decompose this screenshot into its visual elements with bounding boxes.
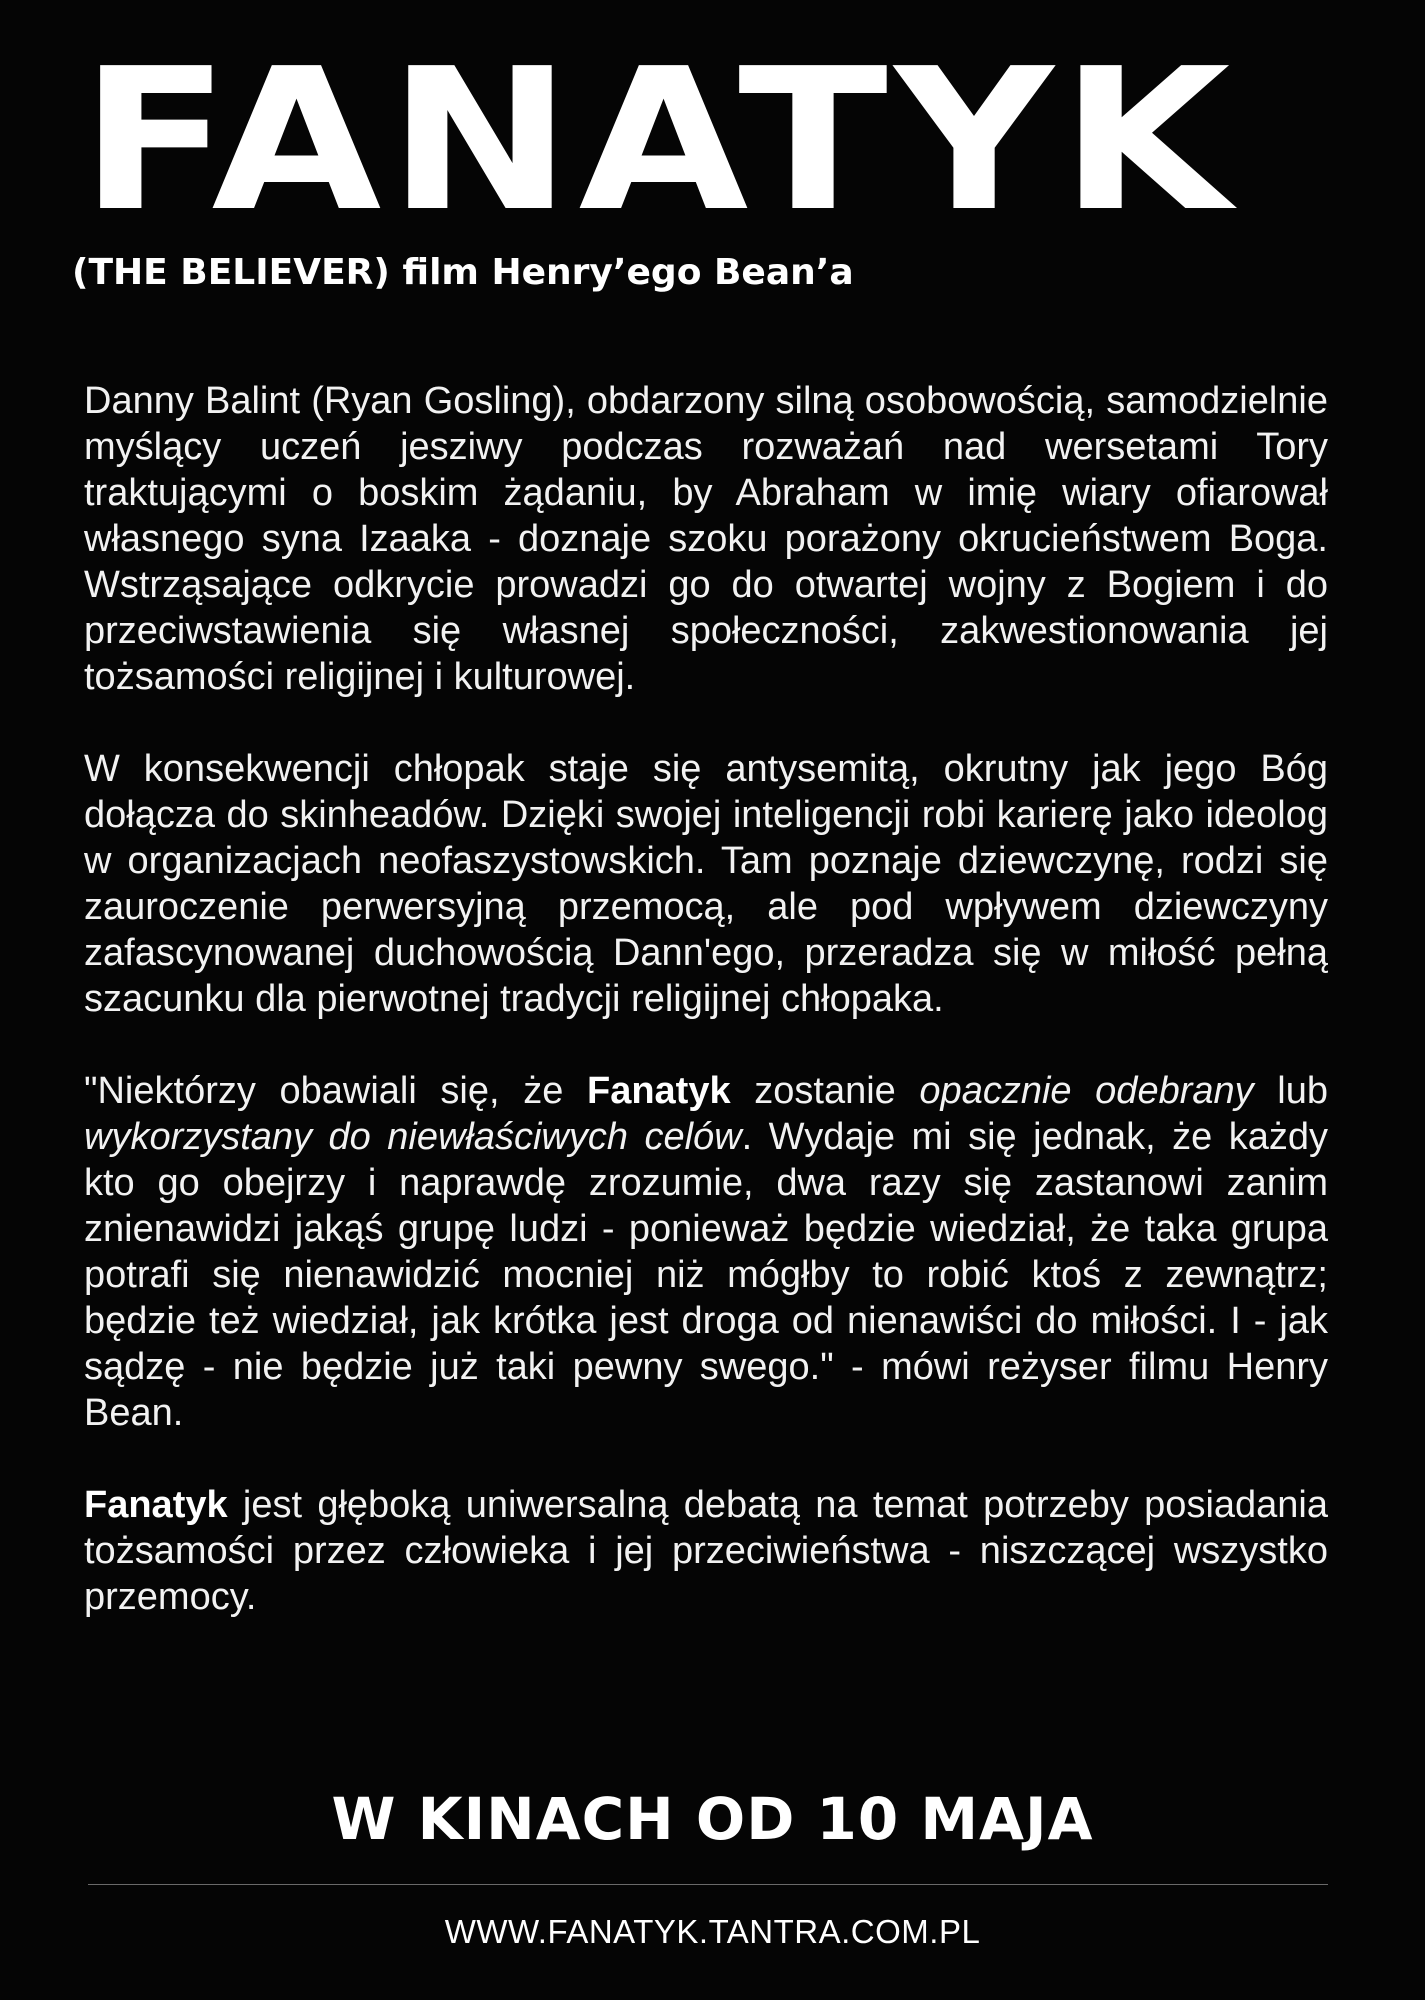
quote-text-2: zostanie — [730, 1070, 920, 1112]
film-title: FANATYK — [80, 27, 1238, 255]
quote-text-3: lub — [1253, 1070, 1328, 1112]
closing-paragraph — [84, 1482, 1328, 1620]
closing-film-name: Fanatyk — [84, 1484, 228, 1526]
quote-film-name: Fanatyk — [586, 1070, 731, 1112]
quote-text-1: "Niektórzy obawiali się, że — [84, 1070, 587, 1112]
quote-italic-1: opacznie odebrany — [919, 1070, 1254, 1112]
website-url: WWW.FANATYK.TANTRA.COM.PL — [444, 1913, 981, 1950]
synopsis — [84, 378, 1328, 1666]
release-date: W KINACH OD 10 MAJA — [331, 1785, 1094, 1853]
quote-italic-2: wykorzystany do niewłaściwych celów — [84, 1116, 742, 1158]
footer-divider — [88, 1884, 1328, 1885]
quote-text-4: . Wydaje mi się jednak, że każdy kto go obejrzy i naprawdę zrozumie, dwa razy się zastanowi zanim znienawidzi jakąś grupę ludzi - ponieważ będzie wiedział, że taka grupa potrafi się nienawidzić mocniej niż mógłby to robić ktoś z zewnątrz; będzie też wiedział, jak krótka jest droga od nienawiści do miłości. I - jak sądzę - nie będzie już taki pewny swego." - mówi reżyser filmu Henry Bean. — [84, 1116, 1328, 1434]
synopsis-paragraph-2: W konsekwencji chłopak staje się antysemitą, okrutny jak jego Bóg dołącza do skinheadów. Dzięki swojej inteligencji robi karierę jako ideolog w organizacjach neofaszystowskich. Tam poznaje dziewczynę, rodzi się zauroczenie perwersyjną przemocą, ale pod wpływem dziewczyny zafascynowanej duchowością Dann'ego, przeradza się w miłość pełną szacunku dla pierwotnej tradycji religijnej chłopaka. — [84, 748, 1328, 1020]
closing-text: jest głęboką uniwersalną debatą na temat potrzeby posiadania tożsamości przez człowieka i jej przeciwieństwa - niszczącej wszystko przemocy. — [84, 1484, 1328, 1618]
director-quote — [84, 1068, 1328, 1436]
synopsis-paragraph-1: Danny Balint (Ryan Gosling), obdarzony silną osobowością, samodzielnie myślący uczeń jesziwy podczas rozważań nad wersetami Tory traktującymi o boskim żądaniu, by Abraham w imię wiary ofiarował własnego syna Izaaka - doznaje szoku porażony okrucieństwem Boga. Wstrząsające odkrycie prowadzi go do otwartej wojny z Bogiem i do przeciwstawienia się własnej społeczności, zakwestionowania jej tożsamości religijnej i kulturowej. — [84, 380, 1328, 698]
film-subtitle: (THE BELIEVER) film Henry’ego Bean’a — [72, 252, 854, 293]
